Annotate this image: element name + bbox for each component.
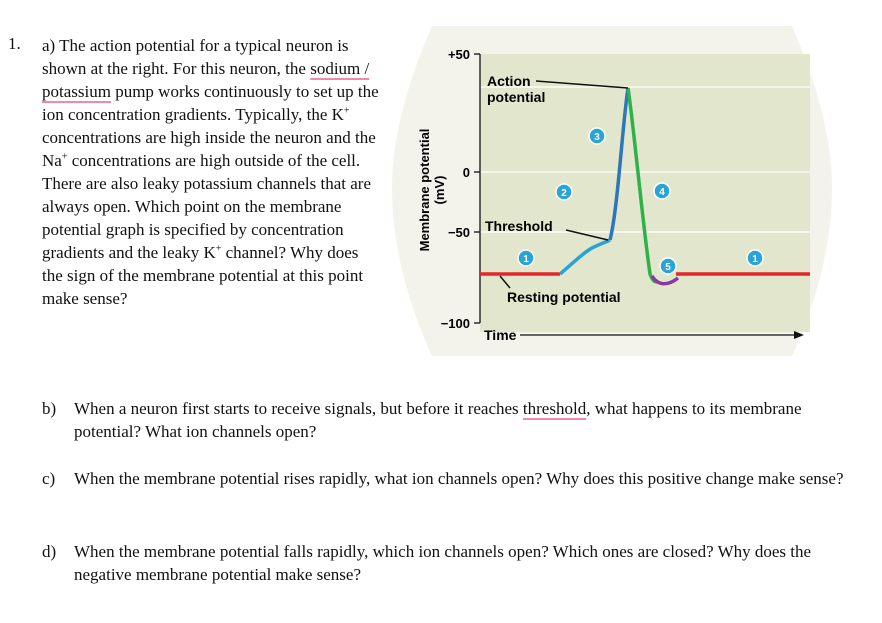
k2-superscript: + <box>215 243 222 255</box>
y-tick-label-minus50: −50 <box>447 225 470 240</box>
x-axis-label: Time <box>484 327 517 343</box>
marker-2-text: 2 <box>561 188 567 199</box>
y-axis-label-line2: (mV) <box>432 175 447 205</box>
part-a-text-4: concentrations are high outside of the cell. There are also leaky potassium channels that are always open. Which point on the membrane potential graph is specified by concentration gradients and the leaky K <box>42 151 372 262</box>
action-potential-figure <box>392 18 832 363</box>
resting-potential-label: Resting potential <box>507 289 621 305</box>
part-b-text-2: , what happens to its membrane potential? What ion channels open? <box>74 399 802 441</box>
question-part-a <box>42 34 382 310</box>
part-d-text: When the membrane potential falls rapidly, which ion channels open? Which ones are closed? Why does the negative membrane potential make sense? <box>74 542 812 584</box>
part-a-text-1: The action potential for a typical neuron is shown at the right. For this neuron, the <box>42 36 349 78</box>
marker-1-left <box>518 250 534 266</box>
marker-1-right <box>747 250 763 266</box>
marker-4-text: 4 <box>659 187 665 198</box>
action-potential-label-line2: potential <box>487 89 546 105</box>
part-c-text: When the membrane potential rises rapidly, what ion channels open? Why does this positive change make sense? <box>74 469 844 488</box>
y-axis-label-line1: Membrane potential <box>417 128 432 252</box>
na-superscript: + <box>61 151 68 163</box>
part-b-label: b) <box>42 399 57 418</box>
threshold-underlined: threshold <box>522 399 587 418</box>
y-tick-label-minus100: −100 <box>440 316 470 331</box>
marker-3-text: 3 <box>594 132 600 143</box>
sodium-potassium-underlined: sodium / potassium <box>42 59 370 101</box>
marker-2 <box>556 184 572 200</box>
marker-5 <box>660 258 676 274</box>
k-superscript: + <box>343 105 350 117</box>
marker-3 <box>589 128 605 144</box>
part-a-text-3: concentrations are high inside the neuron and the Na <box>42 128 376 170</box>
part-a-text-5: channel? Why does the sign of the membrane potential at this point make sense? <box>42 243 364 308</box>
y-tick-label-plus50: +50 <box>447 47 470 62</box>
part-b-text-1: When a neuron first starts to receive signals, but before it reaches <box>74 399 523 418</box>
y-tick-label-0: 0 <box>462 165 470 180</box>
action-potential-label-line1: Action <box>487 73 531 89</box>
marker-4 <box>654 183 670 199</box>
marker-5-text: 5 <box>665 262 671 273</box>
part-d-label: d) <box>42 542 57 561</box>
marker-1-right-text: 1 <box>752 254 758 265</box>
marker-1-left-text: 1 <box>523 254 529 265</box>
threshold-label: Threshold <box>485 218 553 234</box>
part-c-label: c) <box>42 469 56 488</box>
question-number: 1. <box>8 34 21 53</box>
part-a-label: a) <box>42 36 56 55</box>
part-a-text-2: pump works continuously to set up the ion concentration gradients. Typically, the K <box>42 82 379 124</box>
